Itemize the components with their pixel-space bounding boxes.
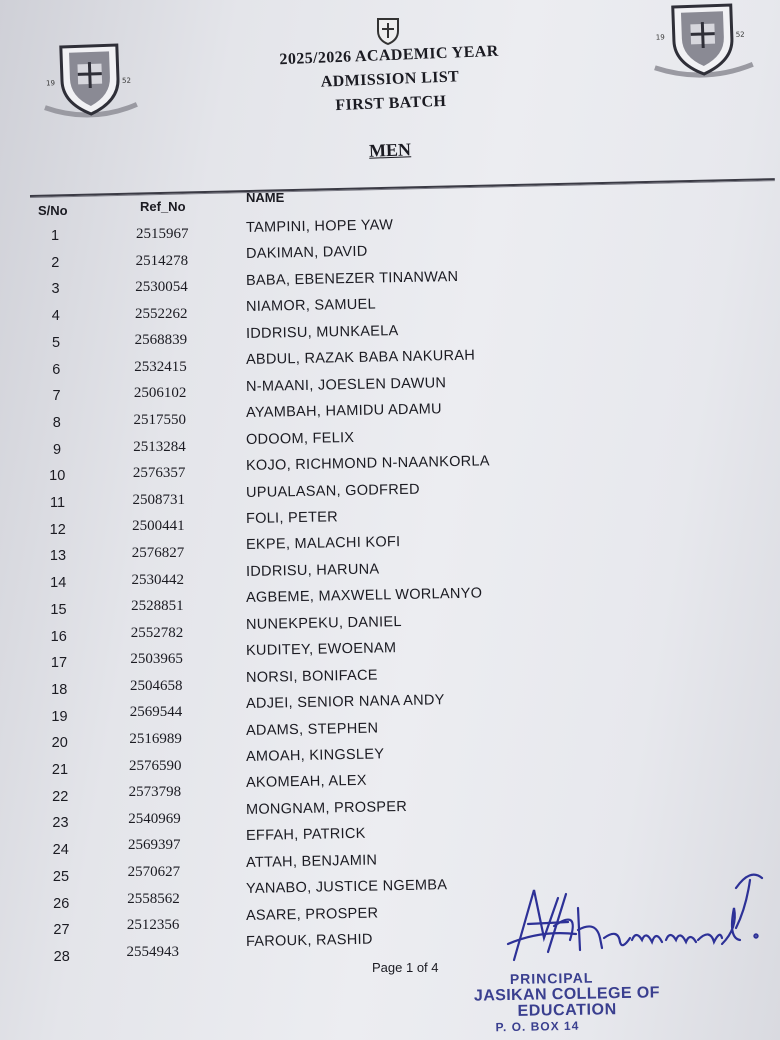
reference-number: 2576590: [129, 757, 182, 774]
serial-number: 14: [50, 575, 67, 592]
reference-number: 2530442: [131, 571, 184, 588]
student-name: AYAMBAH, HAMIDU ADAMU: [245, 401, 443, 422]
serial-number: 24: [52, 842, 69, 859]
table-row: [0, 534, 780, 569]
section-title: MEN: [368, 139, 412, 161]
student-name: ASARE, PROSPER: [245, 905, 379, 924]
student-name: YANABO, JUSTICE NGEMBA: [245, 877, 448, 898]
reference-number: 2554943: [126, 943, 180, 960]
reference-number: 2504658: [130, 677, 183, 694]
academic-year-title: 2025/2026 ACADEMIC YEAR: [279, 42, 499, 69]
serial-number: 8: [52, 414, 61, 431]
serial-number: 10: [49, 468, 66, 485]
serial-number: 22: [52, 788, 69, 805]
student-name: DAKIMAN, DAVID: [245, 244, 368, 263]
stamp-title: PRINCIPAL: [509, 969, 594, 987]
student-name: TAMPINI, HOPE YAW: [245, 217, 394, 236]
student-name: N-MAANI, JOESLEN DAWUN: [245, 374, 447, 395]
student-name: ABDUL, RAZAK BABA NAKURAH: [245, 347, 476, 369]
serial-number: 23: [52, 815, 69, 832]
reference-number: 2532415: [134, 358, 187, 375]
student-name: ADAMS, STEPHEN: [245, 720, 379, 739]
student-name: IDDRISU, MUNKAELA: [245, 322, 399, 342]
reference-number: 2569544: [129, 704, 183, 721]
list-title: ADMISSION LIST: [320, 68, 460, 91]
student-name: IDDRISU, HARUNA: [245, 561, 380, 580]
serial-number: 28: [53, 948, 70, 965]
student-name: NIAMOR, SAMUEL: [245, 296, 377, 316]
reference-number: 2573798: [128, 784, 182, 801]
serial-number: 9: [52, 441, 62, 458]
table-row: [0, 640, 780, 674]
student-name: ATTAH, BENJAMIN: [245, 852, 378, 871]
student-name: FAROUK, RASHID: [245, 931, 373, 951]
reference-number: 2515967: [136, 226, 189, 242]
serial-number: 7: [52, 388, 61, 405]
reference-number: 2558562: [127, 890, 180, 907]
page-number: Page 1 of 4: [372, 960, 439, 975]
serial-number: 13: [49, 548, 67, 565]
serial-number: 17: [50, 655, 68, 672]
reference-number: 2503965: [130, 651, 183, 668]
reference-number: 2516989: [129, 731, 182, 747]
reference-number: 2552262: [134, 305, 188, 322]
serial-number: 2: [51, 254, 60, 271]
reference-number: 2528851: [131, 598, 184, 615]
student-name: ODOOM, FELIX: [245, 429, 355, 448]
reference-number: 2508731: [132, 491, 185, 508]
serial-number: 18: [51, 681, 68, 698]
reference-number: 2514278: [135, 252, 189, 269]
serial-number: 6: [52, 361, 61, 378]
reference-number: 2570627: [127, 863, 181, 880]
student-name: KUDITEY, EWOENAM: [245, 640, 397, 660]
reference-number: 2506102: [133, 385, 187, 402]
table-row: [0, 481, 780, 516]
serial-number: 12: [49, 521, 66, 538]
reference-number: 2569397: [127, 837, 181, 854]
student-name: AKOMEAH, ALEX: [245, 773, 367, 792]
reference-number: 2576357: [132, 465, 186, 482]
serial-number: 19: [51, 708, 68, 725]
student-name: AGBEME, MAXWELL WORLANYO: [245, 585, 483, 607]
reference-number: 2568839: [134, 332, 188, 349]
table-row: [0, 720, 780, 754]
serial-number: 21: [51, 762, 69, 778]
column-header-ref: Ref_No: [140, 199, 186, 214]
student-name: KOJO, RICHMOND N-NAANKORLA: [245, 453, 490, 475]
student-name: EFFAH, PATRICK: [245, 826, 366, 845]
batch-title: FIRST BATCH: [335, 92, 447, 115]
serial-number: 4: [51, 308, 60, 325]
reference-number: 2517550: [133, 412, 187, 429]
serial-number: 1: [50, 228, 60, 244]
principal-signature: [500, 868, 770, 983]
reference-number: 2513284: [133, 438, 186, 455]
serial-number: 3: [51, 281, 60, 298]
reference-number: 2552782: [130, 624, 184, 641]
serial-number: 20: [51, 735, 68, 752]
svg-text:19: 19: [45, 79, 56, 88]
stamp-education: EDUCATION: [517, 1001, 617, 1020]
reference-number: 2540969: [128, 810, 181, 827]
student-name: NORSI, BONIFACE: [245, 667, 378, 686]
table-row: [0, 268, 780, 305]
svg-text:52: 52: [735, 30, 745, 39]
svg-text:19: 19: [655, 33, 665, 42]
svg-text:52: 52: [121, 76, 132, 85]
serial-number: 16: [50, 628, 67, 645]
stamp-address: P. O. BOX 14: [495, 1018, 580, 1035]
table-row: [0, 401, 780, 437]
student-name: UPUALASAN, GODFRED: [245, 481, 420, 501]
serial-number: 15: [50, 601, 67, 618]
reference-number: 2500441: [132, 518, 185, 535]
header-divider: [30, 178, 775, 198]
serial-number: 11: [49, 495, 66, 511]
reference-number: 2512356: [126, 917, 180, 934]
student-name: MONGNAM, PROSPER: [245, 798, 408, 818]
student-name: ADJEI, SENIOR NANA ANDY: [245, 692, 445, 713]
serial-number: 27: [53, 922, 70, 939]
table-row: [0, 826, 780, 859]
table-row: [0, 692, 780, 727]
serial-number: 5: [51, 334, 61, 351]
student-name: BABA, EBENEZER TINANWAN: [245, 268, 459, 289]
stamp-college: JASIKAN COLLEGE OF: [473, 984, 660, 1005]
student-name: FOLI, PETER: [245, 509, 339, 527]
column-header-name: NAME: [246, 190, 285, 205]
table-row: [0, 746, 780, 780]
reference-number: 2576827: [131, 544, 185, 561]
table-row: [0, 217, 780, 252]
serial-number: 26: [53, 895, 70, 912]
column-header-sn: S/No: [38, 203, 68, 218]
reference-number: 2530054: [135, 279, 188, 296]
serial-number: 25: [52, 868, 70, 885]
principal-stamp: [461, 968, 672, 1035]
student-name: EKPE, MALACHI KOFI: [245, 534, 401, 554]
table-row: [0, 798, 780, 833]
student-name: AMOAH, KINGSLEY: [245, 746, 385, 765]
student-name: NUNEKPEKU, DANIEL: [245, 613, 402, 633]
